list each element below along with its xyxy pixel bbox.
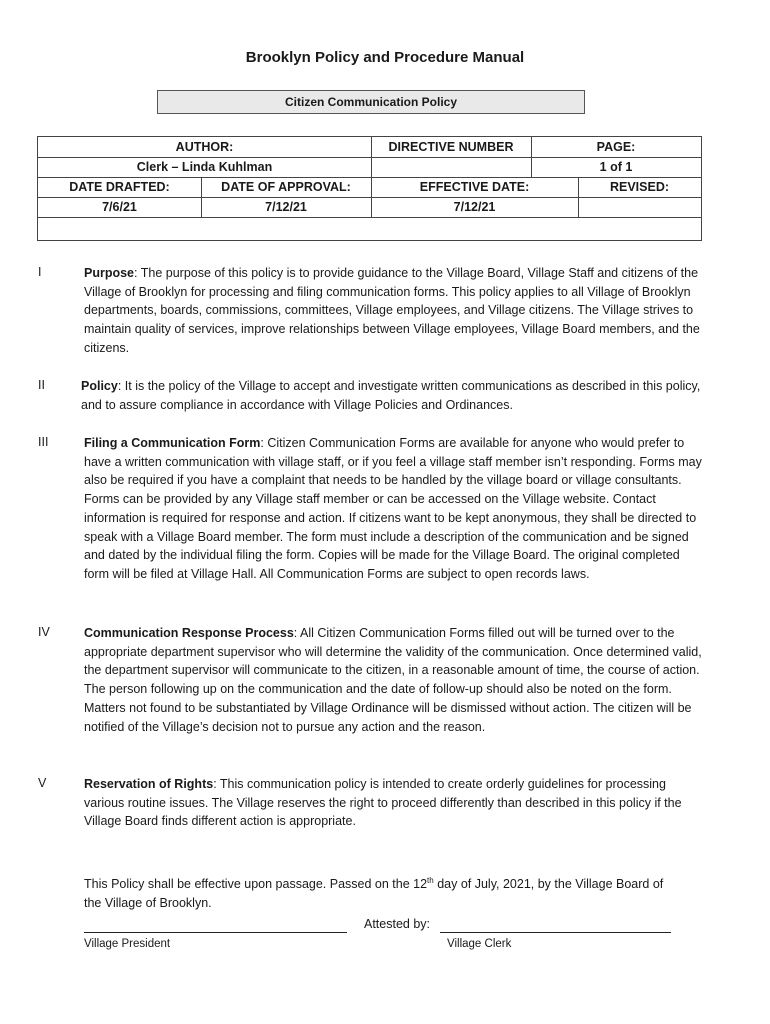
date-drafted-label: DATE DRAFTED: — [69, 180, 170, 194]
section-heading: Purpose — [84, 266, 135, 280]
section-policy — [81, 377, 707, 414]
section-text: : This communication policy is intended to create orderly guidelines for processing various routine issues. The Village reserves the right to proceed differently than described in this policy if the Village Board finds different action is appropriate. — [84, 777, 682, 829]
section-heading: Reservation of Rights — [84, 777, 214, 791]
village-clerk-label: Village Clerk — [447, 938, 512, 950]
section-number: IV — [38, 625, 50, 639]
section-response-process — [84, 624, 706, 736]
revised-label: REVISED: — [609, 180, 670, 194]
section-number: V — [38, 776, 47, 790]
section-number: III — [38, 435, 49, 449]
policy-subtitle-box — [157, 90, 585, 114]
date-approval-label: DATE OF APPROVAL: — [221, 180, 351, 194]
president-signature-line — [84, 932, 347, 933]
section-reservation — [84, 775, 706, 831]
policy-subtitle: Citizen Communication Policy — [284, 95, 458, 109]
directive-number-label: DIRECTIVE NUMBER — [388, 140, 514, 154]
page-label: PAGE: — [596, 140, 636, 154]
section-heading: Communication Response Process — [84, 626, 294, 640]
section-text: : The purpose of this policy is to provide guidance to the Village Board, Village Staff and citizens of the Village of Brooklyn for processing and filing communication forms. This policy applies to all Village of Brooklyn departments, boards, commissions, committees, Village employees, and Village citizens. The Village strives to maintain quality of services, improve relationships between Village employees, Village Board members, and the citizens. — [84, 266, 700, 355]
section-purpose — [84, 264, 706, 358]
author-label: AUTHOR: — [175, 140, 234, 154]
section-number: I — [38, 265, 42, 279]
effective-date-value: 7/12/21 — [453, 200, 496, 214]
author-value: Clerk – Linda Kuhlman — [136, 160, 273, 174]
section-text: : All Citizen Communication Forms filled out will be turned over to the appropriate department supervisor who will determine the validity of the communication. Once determined valid, the department supervisor will communicate to the citizen, in a reasonable amount of time, the course of action. The person following up on the communication and the date of follow-up should also be noted on the form. Matters not found to be substantiated by Village Ordinance will be dismissed without action. The citizen will be notified of the Village’s decision not to pursue any action and the reason. — [84, 626, 702, 734]
page-value: 1 of 1 — [599, 160, 633, 174]
section-heading: Policy — [81, 379, 118, 393]
attested-label: Attested by: — [364, 917, 431, 931]
section-text: : Citizen Communication Forms are available for anyone who would prefer to have a written communication with village staff, or if you feel a village staff member isn’t responding. Forms may also be required if you have a complaint that needs to be handled by the village board or village consultants. Forms can be provided by any Village staff member or can be accessed on the Village website. Contact information is required for response and action. If citizens want to be kept anonymous, they shall be directed to speak with a Village Board member. The form must include a description of the communication and be signed and dated by the individual filing the form. Copies will be made for the Village Board. The original completed form will be filed at Village Hall. All Communication Forms are subject to open records laws. — [84, 436, 702, 581]
section-filing — [84, 434, 706, 584]
effective-date-label: EFFECTIVE DATE: — [419, 180, 530, 194]
section-text: : It is the policy of the Village to accept and investigate written communications as described in this policy, and to assure compliance in accordance with Village Policies and Ordinances. — [81, 379, 701, 412]
clerk-signature-line — [440, 932, 671, 933]
date-approval-value: 7/12/21 — [265, 200, 307, 214]
section-heading: Filing a Communication Form — [84, 436, 261, 450]
document-title: Brooklyn Policy and Procedure Manual — [245, 49, 525, 66]
section-number: II — [38, 378, 45, 392]
date-drafted-value: 7/6/21 — [102, 200, 137, 214]
village-president-label: Village President — [84, 938, 171, 950]
effective-statement: This Policy shall be effective upon passage. Passed on the 12th day of July, 2021, by the Village Board of the Village of Brooklyn. — [84, 875, 664, 910]
header-table — [37, 136, 702, 241]
